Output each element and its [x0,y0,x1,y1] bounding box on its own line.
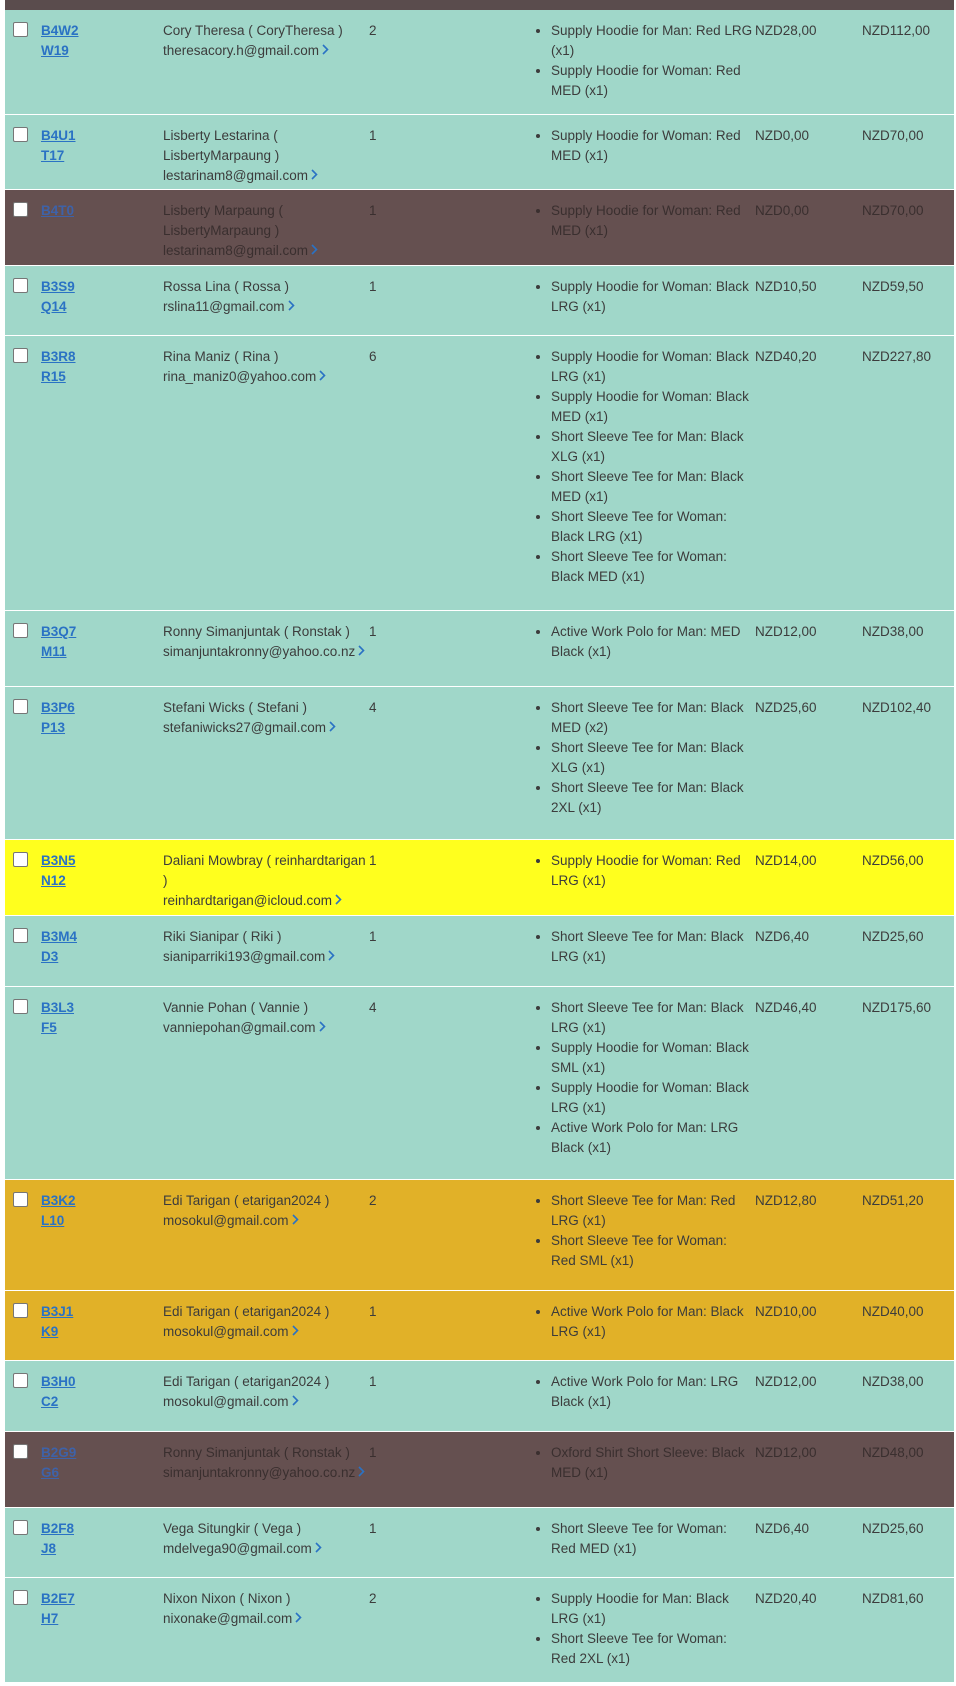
line-item: • Supply Hoodie for Woman: Black LRG (x1) [551,277,755,317]
line-item: • Short Sleeve Tee for Woman: Red 2XL (x1) [551,1629,755,1669]
items-list [534,1589,755,1669]
row-select-checkbox[interactable] [13,928,28,943]
row-select-checkbox[interactable] [13,999,28,1014]
order-id-cell [41,1290,163,1360]
row-select-checkbox[interactable] [13,1373,28,1388]
line-item: • Supply Hoodie for Woman: Black LRG (x1) [551,1078,755,1118]
items-cell [534,1507,755,1577]
order-row[interactable] [5,335,954,610]
line-item: • Short Sleeve Tee for Man: Black MED (x1) [551,467,755,507]
tax-cell: NZD6,40 [755,928,810,944]
total-cell: NZD70,00 [862,127,924,143]
order-row[interactable] [5,686,954,839]
customer-cell [163,114,369,189]
items-list [534,201,755,241]
orders-table-container [5,0,954,1683]
customer-cell [163,1577,369,1682]
customer-email-link[interactable] [163,1211,369,1231]
order-id-link[interactable]: B2G9G6 [41,1444,77,1480]
items-cell [534,189,755,265]
order-id-link[interactable]: B3Q7M11 [41,623,77,659]
customer-email: mdelvega90@gmail.com [163,1540,312,1556]
total-cell: NZD38,00 [862,1373,924,1389]
order-row[interactable] [5,1290,954,1360]
total-cell: NZD51,20 [862,1192,924,1208]
total-cell: NZD175,60 [862,999,932,1015]
line-item: • Active Work Polo for Man: Black LRG (x1) [551,1302,755,1342]
quantity-cell: 1 [369,127,377,143]
quantity-cell: 2 [369,1590,377,1606]
tax-cell: NZD0,00 [755,127,810,143]
row-select-checkbox[interactable] [13,22,28,37]
quantity-cell: 1 [369,1444,377,1460]
customer-email-link[interactable] [163,1609,369,1629]
chevron-right-icon[interactable] [311,241,318,261]
chevron-right-icon[interactable] [288,297,295,317]
quantity-cell: 4 [369,699,377,715]
total-cell: NZD70,00 [862,202,924,218]
line-item: • Short Sleeve Tee for Man: Black XLG (x1) [551,738,755,778]
quantity-cell: 1 [369,1520,377,1536]
order-row[interactable] [5,839,954,915]
select-cell [5,114,41,189]
quantity-cell: 1 [369,623,377,639]
customer-email-link[interactable] [163,297,369,317]
quantity-cell: 6 [369,348,377,364]
customer-name: Stefani Wicks ( Stefani ) [163,699,308,715]
items-cell [534,839,755,915]
items-cell [534,1290,755,1360]
line-item: • Short Sleeve Tee for Man: Black XLG (x1) [551,427,755,467]
chevron-right-icon[interactable] [328,947,335,967]
customer-cell [163,1179,369,1290]
customer-cell [163,1290,369,1360]
customer-email: simanjuntakronny@yahoo.co.nz [163,1464,356,1480]
items-list [534,998,755,1158]
tax-cell: NZD40,20 [755,348,817,364]
line-item: • Short Sleeve Tee for Man: Red LRG (x1) [551,1191,755,1231]
items-list [534,1519,755,1559]
row-select-checkbox[interactable] [13,1590,28,1605]
chevron-right-icon[interactable] [292,1211,299,1231]
line-item: • Active Work Polo for Man: MED Black (x1) [551,622,755,662]
quantity-cell: 1 [369,1373,377,1389]
customer-cell [163,1431,369,1507]
select-cell [5,610,41,686]
select-cell [5,1431,41,1507]
customer-cell [163,10,369,114]
select-cell [5,915,41,986]
customer-name: Edi Tarigan ( etarigan2024 ) [163,1192,330,1208]
chevron-right-icon[interactable] [358,642,365,662]
items-list [534,851,755,891]
line-item: • Oxford Shirt Short Sleeve: Black MED (x1) [551,1443,755,1483]
orders-table [5,10,954,1683]
line-item: • Supply Hoodie for Woman: Red MED (x1) [551,61,755,101]
customer-name: Daliani Mowbray ( reinhardtarigan ) [163,852,366,888]
order-row[interactable] [5,1577,954,1682]
order-row[interactable] [5,986,954,1179]
customer-email-link[interactable] [163,1018,369,1038]
customer-email: simanjuntakronny@yahoo.co.nz [163,643,356,659]
select-cell [5,1179,41,1290]
customer-name: Nixon Nixon ( Nixon ) [163,1590,291,1606]
order-row[interactable] [5,610,954,686]
items-cell [534,265,755,335]
items-list [534,1191,755,1271]
tax-cell: NZD12,00 [755,623,817,639]
tax-cell: NZD0,00 [755,202,810,218]
chevron-right-icon[interactable] [322,41,329,61]
order-id-link[interactable]: B3P6P13 [41,699,75,735]
row-select-checkbox[interactable] [13,623,28,638]
total-cell: NZD40,00 [862,1303,924,1319]
tax-cell: NZD20,40 [755,1590,817,1606]
line-item: • Supply Hoodie for Woman: Black MED (x1) [551,387,755,427]
customer-email-link[interactable] [163,718,369,738]
chevron-right-icon[interactable] [295,1609,302,1629]
total-cell: NZD59,50 [862,278,924,294]
order-id-link[interactable]: B3J1K9 [41,1303,74,1339]
customer-email-link[interactable] [163,1322,369,1342]
items-list [534,927,755,967]
items-list [534,1443,755,1483]
items-cell [534,1577,755,1682]
select-cell [5,189,41,265]
quantity-cell: 1 [369,928,377,944]
total-cell: NZD25,60 [862,1520,924,1536]
order-id-link[interactable]: B3L3F5 [41,999,75,1035]
items-cell [534,986,755,1179]
items-list [534,21,755,101]
order-id-link[interactable]: B3M4D3 [41,928,78,964]
total-cell: NZD227,80 [862,348,932,364]
tax-cell: NZD10,50 [755,278,817,294]
select-cell [5,686,41,839]
table-top-bar [5,0,954,10]
order-id-cell [41,1431,163,1507]
row-select-checkbox[interactable] [13,852,28,867]
line-item: • Short Sleeve Tee for Woman: Black LRG (x1) [551,507,755,547]
tax-cell: NZD12,00 [755,1444,817,1460]
order-id-cell [41,114,163,189]
line-item: • Short Sleeve Tee for Man: Black 2XL (x1) [551,778,755,818]
row-select-checkbox[interactable] [13,1192,28,1207]
order-id-cell [41,335,163,610]
customer-name: Rossa Lina ( Rossa ) [163,278,290,294]
order-row[interactable] [5,10,954,114]
quantity-cell: 1 [369,202,377,218]
order-id-link[interactable]: B3H0C2 [41,1373,76,1409]
select-cell [5,839,41,915]
order-id-cell [41,1360,163,1431]
chevron-right-icon[interactable] [329,718,336,738]
customer-email: rina_maniz0@yahoo.com [163,368,317,384]
customer-name: Vannie Pohan ( Vannie ) [163,999,309,1015]
total-cell: NZD25,60 [862,928,924,944]
line-item: • Active Work Polo for Man: LRG Black (x1) [551,1118,755,1158]
row-select-checkbox[interactable] [13,1520,28,1535]
customer-name: Edi Tarigan ( etarigan2024 ) [163,1373,330,1389]
customer-name: Ronny Simanjuntak ( Ronstak ) [163,1444,350,1460]
customer-email-link[interactable] [163,891,369,911]
row-select-checkbox[interactable] [13,348,28,363]
quantity-cell: 1 [369,852,377,868]
row-select-checkbox[interactable] [13,1303,28,1318]
line-item: • Supply Hoodie for Woman: Red MED (x1) [551,201,755,241]
line-item: • Active Work Polo for Man: LRG Black (x1) [551,1372,755,1412]
customer-name: Lisberty Lestarina ( LisbertyMarpaung ) [163,127,280,163]
line-item: • Supply Hoodie for Woman: Red MED (x1) [551,126,755,166]
customer-name: Lisberty Marpaung ( LisbertyMarpaung ) [163,202,284,238]
tax-cell: NZD14,00 [755,852,817,868]
line-item: • Short Sleeve Tee for Man: Black LRG (x1) [551,927,755,967]
customer-cell [163,610,369,686]
order-id-cell [41,189,163,265]
order-id-link[interactable]: B3R8R15 [41,348,76,384]
total-cell: NZD38,00 [862,623,924,639]
tax-cell: NZD10,00 [755,1303,817,1319]
order-id-cell [41,610,163,686]
customer-email: mosokul@gmail.com [163,1212,289,1228]
chevron-right-icon[interactable] [315,1539,322,1559]
items-list [534,622,755,662]
customer-email: sianiparriki193@gmail.com [163,948,326,964]
order-id-cell [41,839,163,915]
line-item: • Short Sleeve Tee for Woman: Red MED (x1) [551,1519,755,1559]
customer-cell [163,915,369,986]
customer-email-link[interactable] [163,241,369,261]
items-cell [534,610,755,686]
chevron-right-icon[interactable] [319,1018,326,1038]
chevron-right-icon[interactable] [292,1322,299,1342]
order-id-link[interactable]: B4U1T17 [41,127,76,163]
order-row[interactable] [5,1431,954,1507]
order-id-cell [41,1179,163,1290]
customer-cell [163,839,369,915]
total-cell: NZD102,40 [862,699,932,715]
customer-email-link[interactable] [163,166,369,186]
customer-name: Ronny Simanjuntak ( Ronstak ) [163,623,350,639]
chevron-right-icon[interactable] [311,166,318,186]
order-id-cell [41,915,163,986]
chevron-right-icon[interactable] [319,367,326,387]
items-list [534,1372,755,1412]
tax-cell: NZD6,40 [755,1520,810,1536]
chevron-right-icon[interactable] [335,891,342,911]
total-cell: NZD56,00 [862,852,924,868]
order-row[interactable] [5,1179,954,1290]
line-item: • Supply Hoodie for Man: Black LRG (x1) [551,1589,755,1629]
customer-email: lestarinam8@gmail.com [163,242,308,258]
tax-cell: NZD25,60 [755,699,817,715]
customer-name: Rina Maniz ( Rina ) [163,348,279,364]
order-id-cell [41,986,163,1179]
customer-cell [163,335,369,610]
select-cell [5,1290,41,1360]
order-id-link[interactable]: B3N5N12 [41,852,76,888]
customer-cell [163,265,369,335]
total-cell: NZD81,60 [862,1590,924,1606]
items-list [534,277,755,317]
select-cell [5,265,41,335]
customer-cell [163,1360,369,1431]
customer-email: mosokul@gmail.com [163,1393,289,1409]
order-id-cell [41,1507,163,1577]
order-row[interactable] [5,114,954,189]
customer-email: vanniepohan@gmail.com [163,1019,316,1035]
tax-cell: NZD28,00 [755,23,817,38]
select-cell [5,1507,41,1577]
order-id-link[interactable]: B4T0 [41,202,75,218]
customer-cell [163,986,369,1179]
row-select-checkbox[interactable] [13,127,28,142]
customer-email-link[interactable] [163,1392,369,1412]
customer-name: Vega Situngkir ( Vega ) [163,1520,302,1536]
items-cell [534,10,755,114]
select-cell [5,10,41,114]
customer-email: stefaniwicks27@gmail.com [163,719,327,735]
customer-cell [163,1507,369,1577]
line-item: • Short Sleeve Tee for Woman: Red SML (x1) [551,1231,755,1271]
select-cell [5,335,41,610]
line-item: • Supply Hoodie for Woman: Red LRG (x1) [551,851,755,891]
order-id-link[interactable]: B4W2W19 [41,23,79,58]
customer-email-link[interactable] [163,947,369,967]
quantity-cell: 1 [369,1303,377,1319]
order-id-cell [41,686,163,839]
customer-name: Riki Sianipar ( Riki ) [163,928,282,944]
select-cell [5,986,41,1179]
order-id-cell [41,265,163,335]
customer-email-link[interactable] [163,1463,369,1483]
items-list [534,1302,755,1342]
customer-cell [163,189,369,265]
order-row[interactable] [5,915,954,986]
line-item: • Supply Hoodie for Woman: Black SML (x1) [551,1038,755,1078]
customer-email: lestarinam8@gmail.com [163,167,308,183]
quantity-cell: 2 [369,23,377,38]
items-cell [534,1431,755,1507]
customer-email: reinhardtarigan@icloud.com [163,892,333,908]
order-id-cell [41,10,163,114]
customer-cell [163,686,369,839]
tax-cell: NZD46,40 [755,999,817,1015]
order-id-link[interactable]: B3S9Q14 [41,278,75,314]
order-id-link[interactable]: B2E7H7 [41,1590,75,1626]
tax-cell: NZD12,80 [755,1192,817,1208]
order-id-cell [41,1577,163,1682]
total-cell: NZD112,00 [862,23,931,38]
total-cell: NZD48,00 [862,1444,924,1460]
items-list [534,347,755,587]
items-cell [534,114,755,189]
customer-email-link[interactable] [163,41,369,61]
items-list [534,126,755,166]
chevron-right-icon[interactable] [292,1392,299,1412]
items-cell [534,686,755,839]
row-select-checkbox[interactable] [13,1444,28,1459]
customer-name: Edi Tarigan ( etarigan2024 ) [163,1303,330,1319]
items-cell [534,1360,755,1431]
customer-email: nixonake@gmail.com [163,1610,293,1626]
items-cell [534,335,755,610]
line-item: • Short Sleeve Tee for Man: Black LRG (x1) [551,998,755,1038]
row-select-checkbox[interactable] [13,699,28,714]
select-cell [5,1360,41,1431]
tax-cell: NZD12,00 [755,1373,817,1389]
line-item: • Short Sleeve Tee for Woman: Black MED (x1) [551,547,755,587]
order-row[interactable] [5,1360,954,1431]
customer-email: rslina11@gmail.com [163,298,285,314]
quantity-cell: 4 [369,999,377,1015]
order-row[interactable] [5,1507,954,1577]
row-select-checkbox[interactable] [13,202,28,217]
customer-email-link[interactable] [163,1539,369,1559]
customer-email: theresacory.h@gmail.com [163,43,320,58]
items-cell [534,1179,755,1290]
chevron-right-icon[interactable] [358,1463,365,1483]
line-item: • Short Sleeve Tee for Man: Black MED (x2) [551,698,755,738]
customer-email-link[interactable] [163,642,369,662]
items-list [534,698,755,818]
customer-name: Cory Theresa ( CoryTheresa ) [163,23,343,38]
order-id-link[interactable]: B3K2L10 [41,1192,76,1228]
customer-email-link[interactable] [163,367,369,387]
items-cell [534,915,755,986]
row-select-checkbox[interactable] [13,278,28,293]
order-row[interactable] [5,189,954,265]
order-row[interactable] [5,265,954,335]
line-item: • Supply Hoodie for Woman: Black LRG (x1) [551,347,755,387]
customer-email: mosokul@gmail.com [163,1323,289,1339]
order-id-link[interactable]: B2F8J8 [41,1520,75,1556]
select-cell [5,1577,41,1682]
quantity-cell: 1 [369,278,377,294]
quantity-cell: 2 [369,1192,377,1208]
line-item: • Supply Hoodie for Man: Red LRG (x1) [551,21,755,61]
